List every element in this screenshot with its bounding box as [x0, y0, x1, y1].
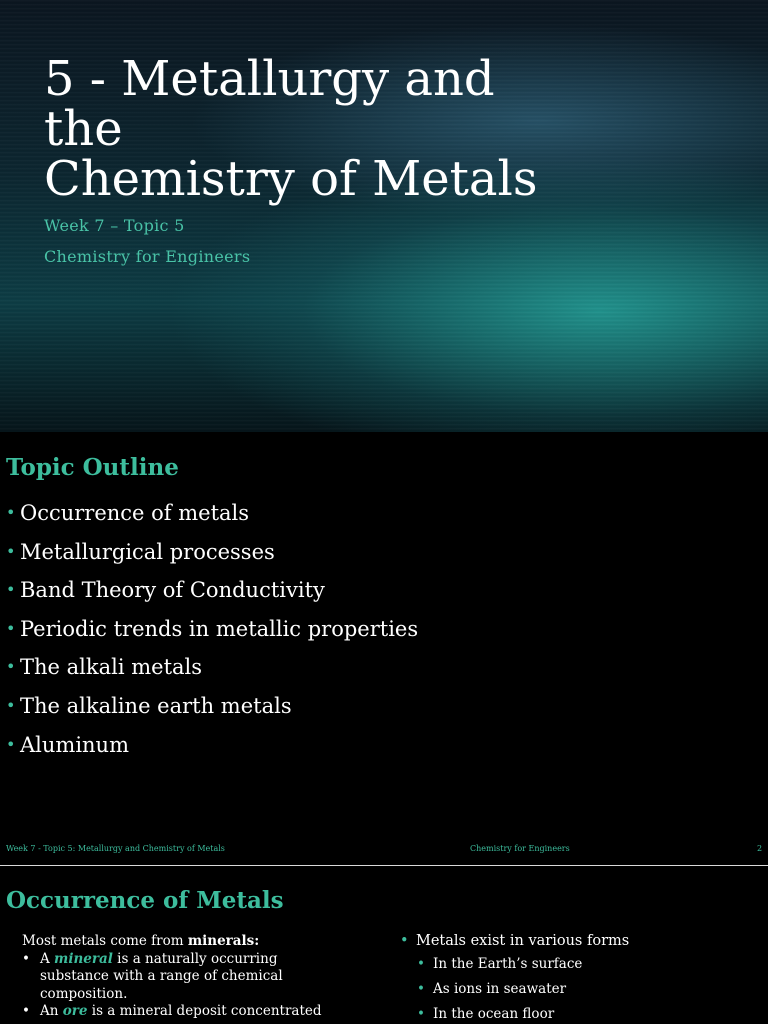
bullet-icon: • [6, 657, 16, 677]
list-item [6, 730, 418, 769]
right-column [400, 933, 760, 1024]
list-item: • A mineral is a naturally occurring substance with a range of chemical composition. [22, 950, 283, 1002]
list-item [6, 614, 418, 653]
bullet-icon: • [6, 580, 16, 600]
list-item-text: Periodic trends in metallic properties [20, 616, 419, 641]
bullet-icon: • [6, 541, 16, 561]
sub-list-item: • In the Earth’s surface [417, 949, 760, 974]
list-item [6, 652, 418, 691]
list-item-text: Metallurgical processes [20, 539, 275, 564]
list-item: • Metals exist in various forms [400, 933, 630, 949]
footer-topic: Week 7 - Topic 5: Metallurgy and Chemistry of Metals [6, 844, 225, 853]
bullet-icon: • [6, 695, 16, 715]
slide-title [44, 51, 544, 207]
list-item [6, 537, 418, 576]
list-item [6, 575, 418, 614]
outline-list [6, 498, 418, 768]
bullet-icon: • [22, 1003, 30, 1019]
outline-heading: Topic Outline [6, 454, 179, 481]
sub-list-item: • As ions in seawater [417, 974, 760, 999]
intro-text: Most metals come from minerals: [22, 933, 260, 949]
subtitle-week: Week 7 – Topic 5 [44, 216, 185, 235]
page-number: 2 [757, 844, 763, 853]
sub-list-item: • In the ocean floor [417, 999, 760, 1024]
bullet-icon: • [6, 734, 16, 754]
term-ore: ore [62, 1003, 88, 1019]
subtitle-course: Chemistry for Engineers [44, 247, 251, 266]
title-line-3: Chemistry of Metals [44, 151, 538, 207]
list-item-text: The alkali metals [20, 655, 203, 680]
bullet-icon: • [417, 1006, 425, 1022]
list-item [6, 691, 418, 730]
title-line-1: 5 - Metallurgy and [44, 51, 495, 107]
term-mineral: mineral [54, 950, 113, 967]
list-item [6, 498, 418, 537]
sub-list [417, 949, 760, 1024]
list-item: • An ore is a mineral deposit concentrated [22, 1003, 322, 1019]
bullet-icon: • [6, 618, 16, 638]
occurrence-slide [0, 867, 768, 1024]
bullet-icon: • [417, 956, 425, 972]
occurrence-heading: Occurrence of Metals [6, 887, 284, 914]
list-item-text: Band Theory of Conductivity [20, 578, 325, 603]
list-item-text: The alkaline earth metals [20, 693, 292, 718]
bullet-icon: • [22, 950, 30, 967]
title-line-2: the [44, 101, 123, 157]
outline-slide [0, 432, 768, 866]
bullet-icon: • [417, 981, 425, 997]
list-item-text: Aluminum [20, 732, 129, 757]
list-item-text: Occurrence of metals [20, 501, 250, 525]
title-slide [0, 0, 768, 432]
footer-course: Chemistry for Engineers [470, 844, 570, 853]
bullet-icon: • [6, 503, 16, 522]
bullet-icon: • [400, 933, 409, 949]
left-column [22, 933, 322, 1021]
